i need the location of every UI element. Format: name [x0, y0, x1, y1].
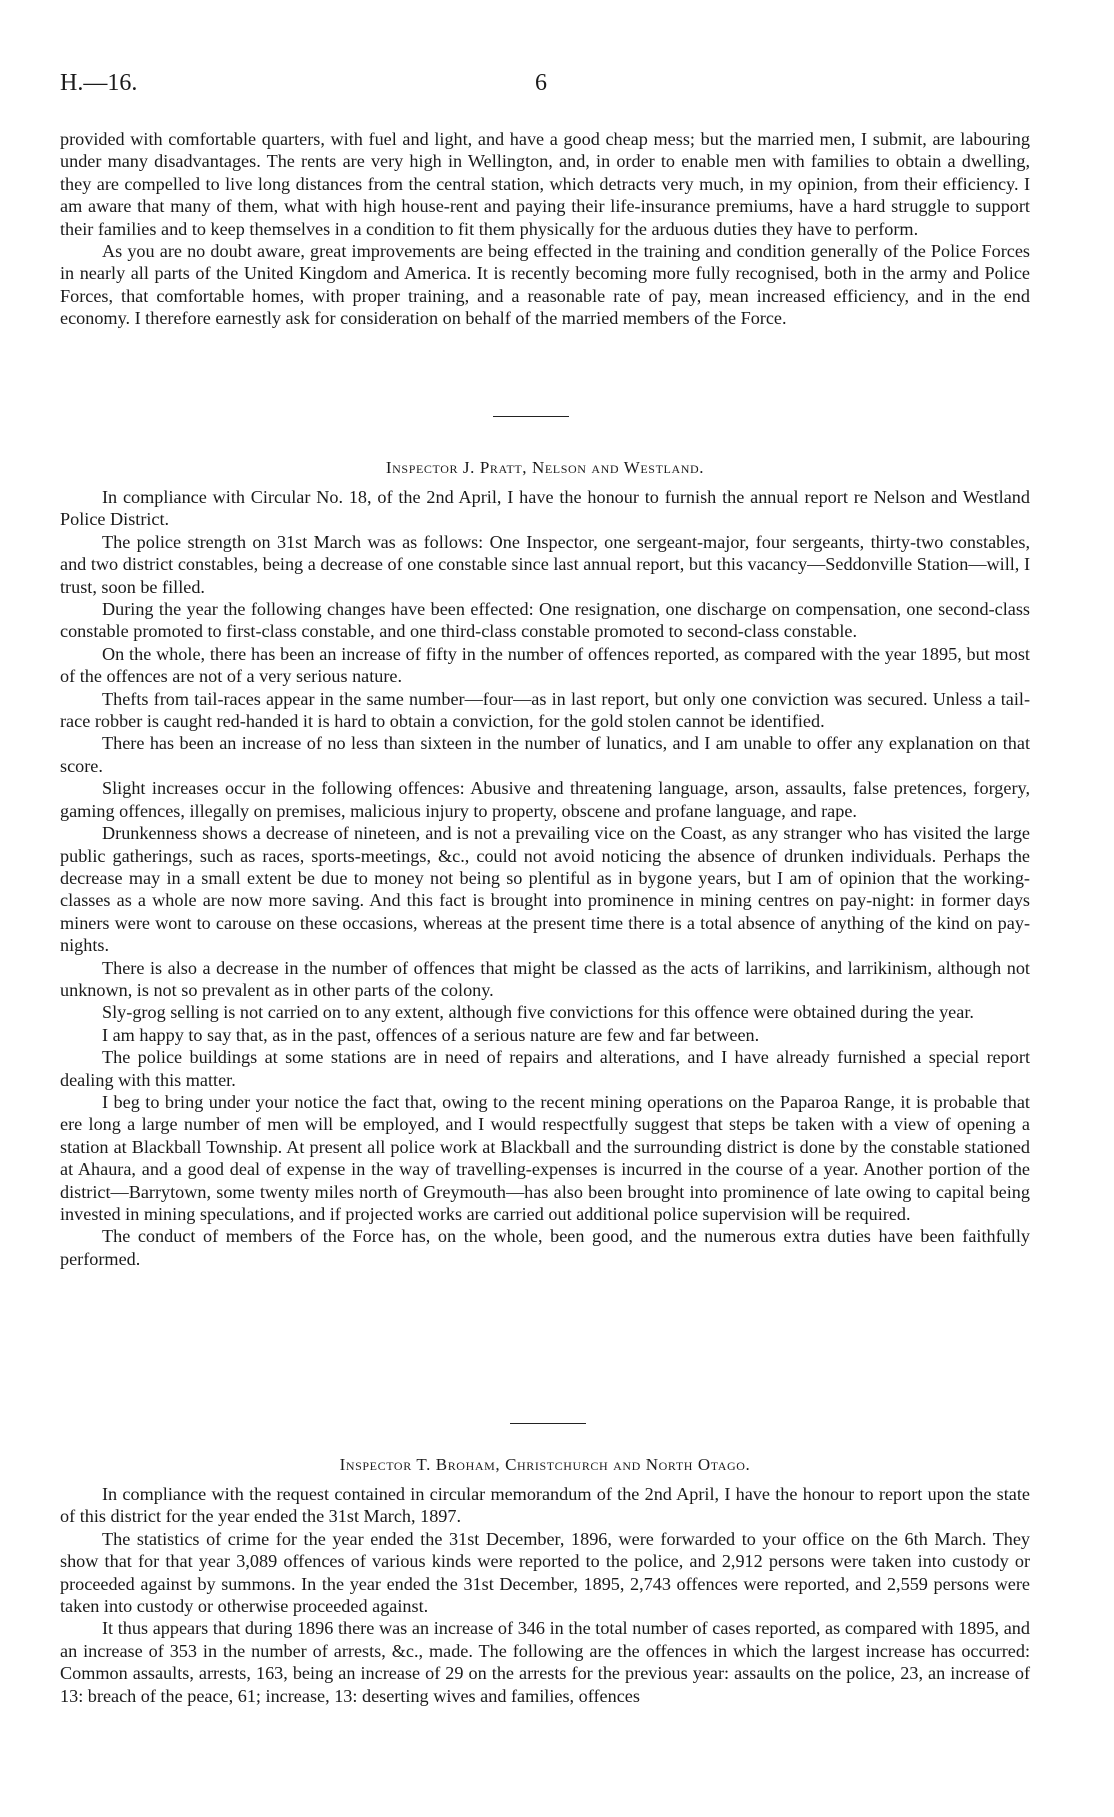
body-paragraph: Sly-grog selling is not carried on to any extent, although five convictions for this offence were obtained during the year. — [102, 1002, 974, 1023]
body-paragraph: The statistics of crime for the year ended the 31st December, 1896, were forwarded to your office on the 6th March. They show that for that year 3,089 offences of various kinds were reported to the police, and 2,912 persons were taken into custody or proceeded against by summons. In the year ended the 31st December, 1895, 2,743 offences were reported, and 2,559 persons were taken into custody or otherwise proceeded against. — [60, 1528, 1030, 1617]
body-paragraph: In compliance with the request contained in circular memorandum of the 2nd April, I have the honour to report upon the state of this district for the year ended the 31st March, 1897. — [60, 1484, 1030, 1527]
body-paragraph: During the year the following changes have been effected: One resignation, one discharge on compensation, one second-class constable promoted to first-class constable, and one third-class constable promoted to second-class constable. — [60, 599, 1030, 642]
body-paragraph: Slight increases occur in the following offences: Abusive and threatening language, arson, assaults, false pretences, forgery, gaming offences, illegally on premises, malicious injury to property, obscene and profane language, and rape. — [60, 778, 1030, 821]
body-paragraph: I beg to bring under your notice the fact that, owing to the recent mining operations on the Paparoa Range, it is probable that ere long a large number of men will be employed, and I would respectfully suggest that steps be taken with a view of opening a station at Blackball Township. At present all police work at Blackball and the surrounding district is done by the constable stationed at Ahaura, and a good deal of expense in the way of travelling-expenses is incurred in the course of a year. Another portion of the district—Barrytown, some twenty miles north of Greymouth—has also been brought into prominence of late owing to capital being invested in mining speculations, and if projected works are carried out additional police supervision will be required. — [60, 1091, 1030, 1224]
body-paragraph: On the whole, there has been an increase of fifty in the number of offences reported, as compared with the year 1895, but most of the offences are not of a very serious nature. — [60, 643, 1030, 687]
intro-section — [60, 128, 1030, 330]
body-paragraph: The police strength on 31st March was as follows: One Inspector, one sergeant-major, four sergeants, thirty-two constables, and two district constables, being a decrease of one constable since last annual report, but this vacancy—Seddonville Station—will, I trust, soon be filled. — [60, 531, 1030, 597]
page-header — [60, 70, 1040, 100]
body-paragraph: It thus appears that during 1896 there was an increase of 346 in the total number of cases reported, as compared with 1895, and an increase of 353 in the number of arrests, &c., made. The following are the offences in which the largest increase has occurred: Common assaults, arrests, 163, being an increase of 29 on the arrests for the previous year: assaults on the police, 23, an increase of 13: breach of the peace, 61; increase, 13: deserting wives and families, offences — [60, 1618, 1030, 1706]
body-paragraph: As you are no doubt aware, great improvements are being effected in the training and condition generally of the Police Forces in nearly all parts of the United Kingdom and America. It is recently becoming more fully recognised, both in the army and Police Forces, that comfortable homes, with proper training, and a reasonable rate of pay, mean increased efficiency, and in the end economy. I therefore earnestly ask for consideration on behalf of the married members of the Force. — [60, 241, 1030, 329]
section-heading-pratt: Inspector J. Pratt, Nelson and Westland. — [385, 458, 705, 477]
section-divider — [493, 416, 569, 417]
body-paragraph: Drunkenness shows a decrease of nineteen, and is not a prevailing vice on the Coast, as any stranger who has visited the large public gatherings, such as races, sports-meetings, &c., could not avoid noticing the absence of drunken individuals. Perhaps the decrease may in a small extent be due to money not being so plentiful as in bygone years, but I am of opinion that the working-classes as a whole are now more saving. And this fact is brought into prominence in mining centres on pay-night: in former days miners were wont to carouse on these occasions, whereas at the present time there is a total absence of anything of the kind on pay-nights. — [60, 823, 1030, 956]
body-paragraph: The police buildings at some stations are in need of repairs and alterations, and I have already furnished a special report dealing with this matter. — [60, 1047, 1030, 1090]
section-heading-broham: Inspector T. Broham, Christchurch and North Otago. — [339, 1455, 751, 1474]
body-paragraph: In compliance with Circular No. 18, of the 2nd April, I have the honour to furnish the annual report re Nelson and Westland Police District. — [60, 487, 1030, 530]
pratt-section — [60, 486, 1030, 1270]
body-paragraph: There has been an increase of no less than sixteen in the number of lunatics, and I am unable to offer any explanation on that score. — [60, 733, 1030, 776]
body-paragraph: The conduct of members of the Force has, on the whole, been good, and the numerous extra duties have been faithfully performed. — [60, 1226, 1030, 1269]
body-paragraph: I am happy to say that, as in the past, offences of a serious nature are few and far between. — [102, 1024, 760, 1045]
body-paragraph: provided with comfortable quarters, with fuel and light, and have a good cheap mess; but the married men, I submit, are labouring under many disadvantages. The rents are very high in Wellington, and, in order to enable men with families to obtain a dwelling, they are compelled to live long distances from the central station, which detracts very much, in my opinion, from their efficiency. I am aware that many of them, what with high house-rent and paying their life-insurance premiums, have a hard struggle to support their families and to keep themselves in a condition to fit them physically for the arduous duties they have to perform. — [60, 129, 1030, 239]
paper-code: H.—16. — [60, 70, 138, 96]
body-paragraph: Thefts from tail-races appear in the same number—four—as in last report, but only one conviction was secured. Unless a tail-race robber is caught red-handed it is hard to obtain a conviction, for the gold stolen cannot be identified. — [60, 688, 1030, 732]
broham-section — [60, 1483, 1030, 1707]
section-divider — [510, 1423, 586, 1424]
body-paragraph: There is also a decrease in the number of offences that might be classed as the acts of larrikins, and larrikinism, although not unknown, is not so prevalent as in other parts of the colony. — [60, 957, 1030, 1000]
page-number: 6 — [535, 70, 547, 96]
